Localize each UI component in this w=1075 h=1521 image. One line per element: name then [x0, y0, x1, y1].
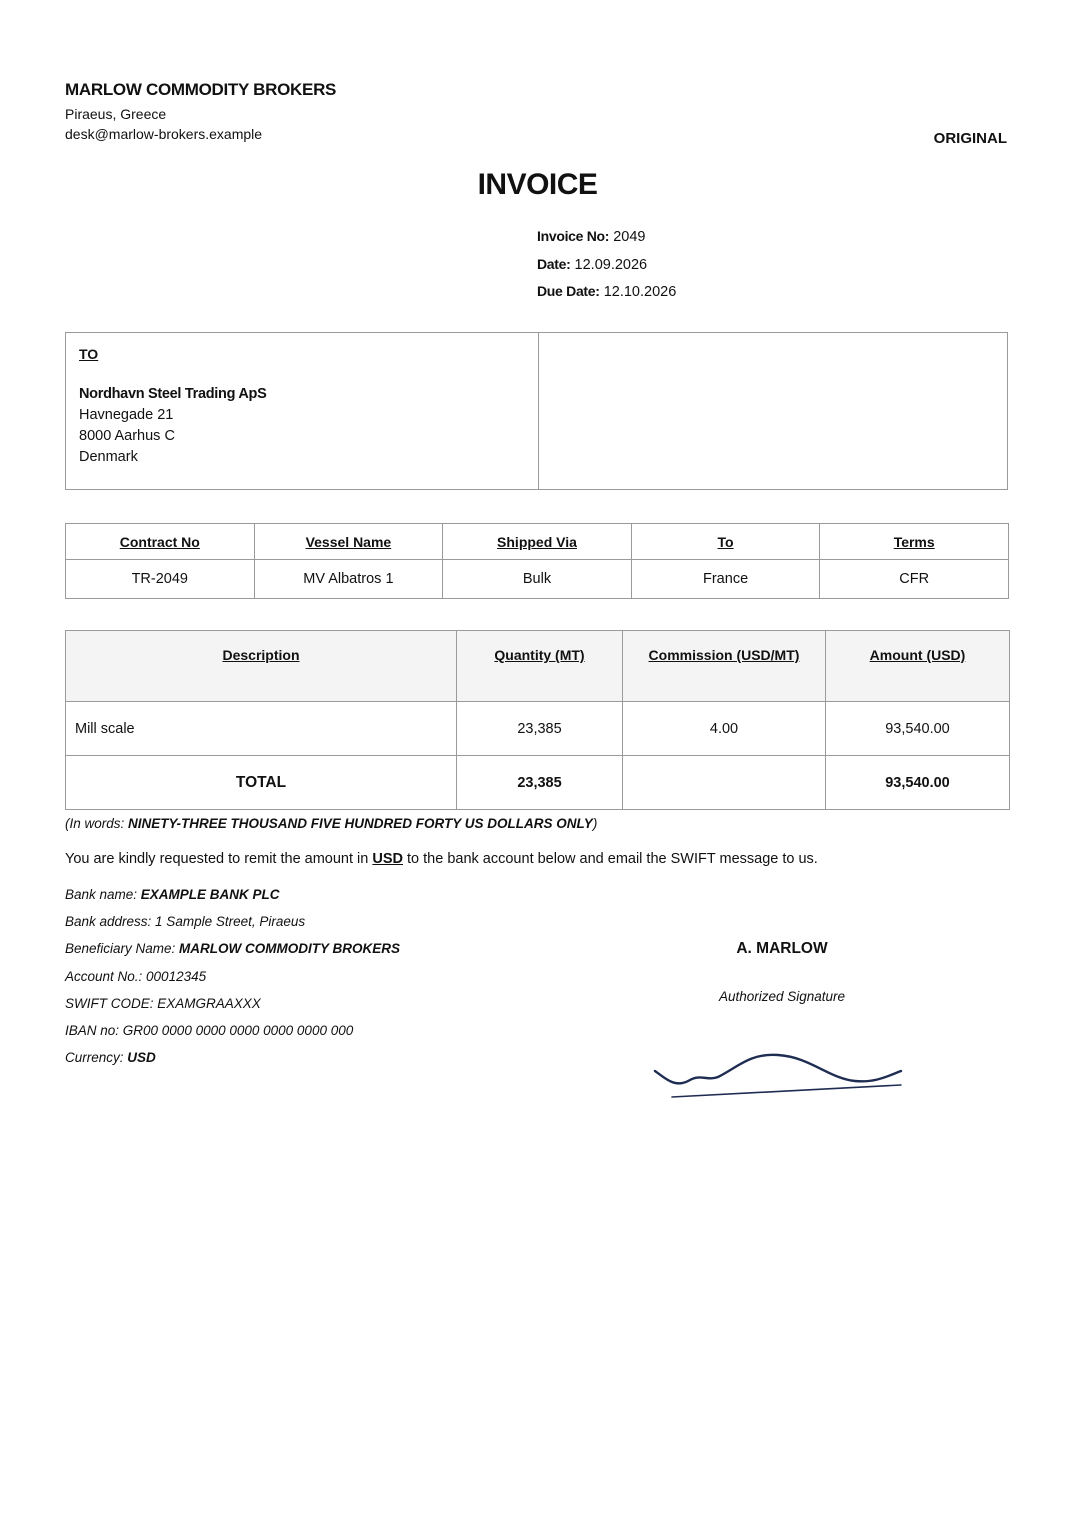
invoice-number: 2049: [613, 229, 646, 245]
bank-address: Bank address: 1 Sample Street, Piraeus: [65, 914, 306, 930]
signature-stroke: [655, 1055, 901, 1084]
recipient-box-divider: [538, 333, 539, 489]
total-quantity: 23,385: [457, 756, 623, 810]
copy-label: ORIGINAL: [933, 130, 1007, 147]
amount-in-words: (In words: NINETY-THREE THOUSAND FIVE HUNDRED FORTY US DOLLARS ONLY): [65, 816, 598, 831]
item-quantity: 23,385: [457, 702, 623, 756]
item-description: Mill scale: [66, 702, 457, 756]
recipient-street: Havnegade 21: [79, 407, 174, 423]
handwritten-signature: [650, 1040, 910, 1110]
shipment-header-contract: Contract No: [66, 524, 255, 560]
bank-name: EXAMPLE BANK PLC: [140, 887, 280, 902]
signature-caption: Authorized Signature: [718, 989, 846, 1004]
items-header-row: [66, 631, 1010, 702]
shipment-header-terms: Terms: [820, 524, 1009, 560]
remit-currency: USD: [372, 851, 403, 867]
swift-code: SWIFT CODE: EXAMGRAAXXX: [65, 995, 261, 1011]
beneficiary-name: MARLOW COMMODITY BROKERS: [179, 941, 401, 957]
due-date-row: [537, 281, 676, 309]
invoice-date: 12.09.2026: [574, 256, 648, 273]
total-label: TOTAL: [66, 756, 457, 810]
shipment-header-to: To: [631, 524, 820, 560]
company-name: MARLOW COMMODITY BROKERS: [65, 80, 337, 99]
signature-underline: [672, 1085, 901, 1097]
recipient-heading: TO: [79, 346, 99, 362]
item-amount: 93,540.00: [826, 702, 1010, 756]
terms: CFR: [820, 560, 1009, 599]
shipment-table: [65, 523, 1009, 599]
total-commission: [623, 756, 826, 810]
due-date-label: Due Date:: [537, 283, 600, 299]
shipped-via: Bulk: [443, 560, 632, 599]
shipment-value-row: [66, 560, 1009, 599]
recipient-box: [65, 332, 1008, 490]
vessel-name: MV Albatros 1: [254, 560, 443, 599]
items-table: [65, 630, 1010, 810]
recipient-name: Nordhavn Steel Trading ApS: [79, 386, 267, 402]
items-header-commission: Commission (USD/MT): [623, 631, 826, 702]
signer-name: A. MARLOW: [736, 940, 828, 957]
invoice-meta: [537, 226, 676, 309]
shipment-header-row: [66, 524, 1009, 560]
company-email: desk@marlow-brokers.example: [65, 126, 263, 142]
bank-details: [65, 887, 400, 1077]
items-header-quantity: Quantity (MT): [457, 631, 623, 702]
total-amount: 93,540.00: [826, 756, 1010, 810]
document-title: INVOICE: [477, 168, 598, 201]
destination: France: [631, 560, 820, 599]
company-city: Piraeus, Greece: [65, 106, 167, 122]
currency-row: Currency: USD: [65, 1050, 156, 1066]
shipment-header-shipped-via: Shipped Via: [443, 524, 632, 560]
bank-name-row: Bank name: EXAMPLE BANK PLC: [65, 887, 280, 902]
account-number: Account No.: 00012345: [65, 968, 207, 984]
amount-words-text: NINETY-THREE THOUSAND FIVE HUNDRED FORTY US DOLLARS ONLY: [128, 816, 593, 831]
due-date: 12.10.2026: [603, 284, 677, 300]
iban: IBAN no: GR00 0000 0000 0000 0000 0000 000: [65, 1022, 354, 1038]
currency: USD: [127, 1050, 156, 1066]
invoice-date-row: [537, 254, 676, 282]
beneficiary-row: Beneficiary Name: MARLOW COMMODITY BROKERS: [65, 941, 401, 957]
invoice-number-label: Invoice No:: [537, 228, 610, 244]
shipment-header-vessel: Vessel Name: [254, 524, 443, 560]
recipient-address: [79, 384, 266, 468]
items-header-amount: Amount (USD): [826, 631, 1010, 702]
remittance-instruction: You are kindly requested to remit the amount in USD to the bank account below and email the SWIFT message to us.: [65, 851, 818, 867]
items-header-description: Description: [66, 631, 457, 702]
item-commission: 4.00: [623, 702, 826, 756]
recipient-city: 8000 Aarhus C: [79, 428, 175, 444]
recipient-country: Denmark: [79, 449, 138, 465]
total-row: [66, 756, 1010, 810]
invoice-date-label: Date:: [537, 255, 571, 272]
table-row: [66, 702, 1010, 756]
invoice-number-row: [537, 226, 676, 254]
contract-number: TR-2049: [66, 560, 255, 599]
